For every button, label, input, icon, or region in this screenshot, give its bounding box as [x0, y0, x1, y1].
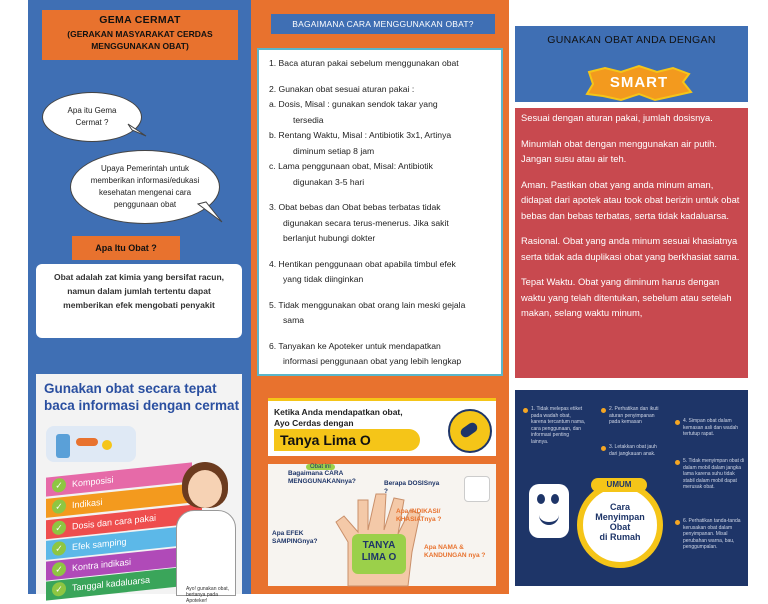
smart-tepat-waktu: Tepat Waktu. Obat yang diminum harus dengan waktu yang telah ditentukan, sebelum atau setelah makan, selang waktu minum, [521, 276, 732, 318]
list-item: sama [283, 315, 305, 325]
hand-question-5: Apa NAMA & KANDUNGAN nya ? [424, 544, 486, 559]
list-item: yang tidak diinginkan [283, 274, 364, 284]
list-item: 4. Hentikan penggunaan obat apabila timbul efek [269, 258, 456, 269]
ribbon-kontra-indikasi: ✓ Kontra indikasi [46, 546, 192, 580]
ribbon-komposisi: ✓ Komposisi [46, 462, 192, 496]
list-item: digunakan secara terus-menerus. Jika sakit [283, 217, 449, 228]
bullet-icon [675, 420, 680, 425]
bubble-tail [128, 120, 148, 140]
gema-cermat-subtitle-2: MENGGUNAKAN OBAT) [91, 41, 189, 51]
list-item: 1. Baca aturan pakai sebelum menggunakan obat [269, 58, 459, 68]
ribbon-label: Tanggal kadaluarsa [72, 574, 151, 593]
badge-line-3: Obat [609, 522, 631, 532]
smart-explanation [515, 108, 748, 378]
gema-cermat-subtitle-1: (GERAKAN MASYARAKAT CERDAS [67, 29, 213, 39]
list-item: 2. Gunakan obat sesuai aturan pakai : [269, 83, 415, 94]
badge-line-4: di Rumah [599, 532, 641, 542]
capsule-icon [76, 438, 98, 446]
ribbon-efek-samping: ✓ Efek samping [46, 525, 196, 560]
illustration-headline-2: baca informasi dengan cermat [44, 398, 240, 413]
list-item: tersedia [293, 114, 324, 125]
ribbon-label: Indikasi [72, 496, 103, 511]
gunakan-obat-illustration [36, 374, 242, 604]
smart-label: SMART [609, 74, 669, 91]
ribbon-indikasi: ✓ Indikasi [46, 483, 196, 518]
ribbon-kadaluarsa: ✓ Tanggal kadaluarsa [46, 566, 190, 600]
bubble-tail [198, 200, 224, 226]
ribbon-label: Kontra indikasi [72, 556, 132, 573]
bullet-icon [675, 520, 680, 525]
tanya-lima-o-banner [268, 398, 496, 456]
pill-hand-logo-icon [448, 409, 492, 453]
cara-menyimpan-badge [577, 482, 663, 568]
storage-tip-3: 3. Letakkan obat jauh dari jangkauan anak. [609, 444, 657, 457]
smart-minum: Minumlah obat dengan menggunakan air putih. Jangan susu atau air teh. [521, 137, 717, 164]
list-item: c. Lama penggunaan obat, Misal: Antibiotik [269, 161, 433, 171]
storage-tip-5: 5. Tidak menyimpan obat di dalam mobil dalam jangka lama karena suhu tidak stabil dalam mobil dapat merusak obat. [683, 458, 745, 490]
storage-tip-1: 1. Tidak melepas etiket pada wadah obat, karena tercantum nama, cara penggunaan, dan informasi penting lainnya. [531, 406, 586, 445]
bullet-icon [675, 460, 680, 465]
pharmacist-face-icon [188, 470, 222, 508]
pill-mascot-icon [529, 484, 569, 538]
bullet-icon [601, 408, 606, 413]
badge-line-1: Cara [609, 502, 630, 512]
bullet-icon [601, 446, 606, 451]
banner-line-3: Tanya Lima O [274, 429, 420, 451]
pill-icon [102, 440, 112, 450]
ribbon-label: Efek samping [72, 536, 127, 553]
list-item: b. Rentang Waktu, Misal : Antibiotik 3x1, Artinya [269, 130, 452, 140]
logo-icon [464, 476, 490, 502]
storage-tip-6: 6. Perhatikan tanda-tanda kerusakan obat dalam penyimpanan. Misal perubahan warna, bau, penggumpalan. [683, 518, 741, 550]
gema-cermat-header [42, 10, 238, 60]
list-item: 3. Obat bebas dan Obat bebas terbatas tidak [269, 202, 441, 212]
umum-label: UMUM [591, 478, 647, 492]
list-item: a. Dosis, Misal : gunakan sendok takar yang [269, 99, 438, 109]
obat-ini-tag: Obat ini [306, 464, 335, 470]
question-bubble-text: Apa itu Gema Cermat ? [67, 106, 117, 127]
list-item: 5. Tidak menggunakan obat orang lain meski gejala [269, 299, 466, 310]
storage-tip-2: 2. Perhatikan dan ikuti aturan penyimpanan pada kemasan [609, 406, 659, 425]
usage-instructions-list [257, 48, 503, 376]
list-item: berlanjut hubungi dokter [283, 233, 376, 243]
apa-itu-obat-heading: Apa Itu Obat ? [72, 236, 180, 260]
cara-menyimpan-obat-infographic [515, 390, 748, 586]
question-bubble [42, 92, 142, 142]
smart-aman: Aman. Pastikan obat yang anda minum aman, didapat dari apotek atau took obat berizin untuk obat bebas dan bebas terbatas, serta tidak kadaluarsa. [521, 178, 740, 221]
tanya-lima-o-center: TANYA LIMA O [352, 534, 406, 574]
ribbon-dosis: ✓ Dosis dan cara pakai [46, 504, 202, 539]
cara-menggunakan-title: BAGAIMANA CARA MENGGUNAKAN OBAT? [271, 14, 495, 34]
smart-rasional: Rasional. Obat yang anda minum sesuai khasiatnya serta tidak ada duplikasi obat yang berkhasiat sama. [521, 235, 740, 262]
illustration-footer: Ayo! gunakan obat, bertanya pada Apoteker! [186, 586, 229, 604]
list-item: digunakan 3-5 hari [293, 176, 365, 187]
answer-bubble-text: Upaya Pemerintah untuk memberikan informasi/edukasi kesehatan mengenai cara penggunaan obat [90, 164, 200, 209]
medicine-bottle-icon [56, 434, 70, 458]
list-item: informasi penggunaan obat yang lebih lengkap [283, 356, 462, 366]
banner-line-2: Ayo Cerdas dengan [274, 418, 354, 428]
gema-cermat-title: GEMA CERMAT [99, 14, 181, 26]
tanya-lima-o-hand-illustration [268, 464, 496, 586]
storage-tip-4: 4. Simpan obat dalam kemasan asli dan wadah tertutup rapat. [683, 418, 739, 437]
obat-definition: Obat adalah zat kimia yang bersifat racun, namun dalam jumlah tertentu dapat memberikan efek mengobati penyakit [36, 264, 242, 338]
ribbon-label: Komposisi [72, 474, 114, 489]
list-item: diminum setiap 8 jam [293, 145, 375, 156]
bullet-icon [523, 408, 528, 413]
ribbon-label: Dosis dan cara pakai [72, 512, 157, 532]
smart-sesuai: Sesuai dengan aturan pakai, jumlah dosisnya. [521, 112, 713, 123]
smart-heading: GUNAKAN OBAT ANDA DENGAN [547, 34, 716, 46]
illustration-headline-1: Gunakan obat secara tepat [44, 381, 217, 396]
hand-question-2: Berapa DOSISnya ? [384, 480, 440, 495]
hand-question-3: Apa INDIKASI/ KHASIATnya ? [396, 508, 442, 523]
badge-line-2: Menyimpan [595, 512, 645, 522]
list-item: 6. Tanyakan ke Apoteker untuk mendapatkan [269, 340, 441, 351]
pharmacist-coat-icon [176, 510, 236, 604]
hand-question-1: Bagaimana CARA MENGGUNAKANnya? [288, 470, 356, 485]
banner-line-1: Ketika Anda mendapatkan obat, [274, 407, 403, 417]
hand-question-4: Apa EFEK SAMPINGnya? [272, 530, 318, 545]
